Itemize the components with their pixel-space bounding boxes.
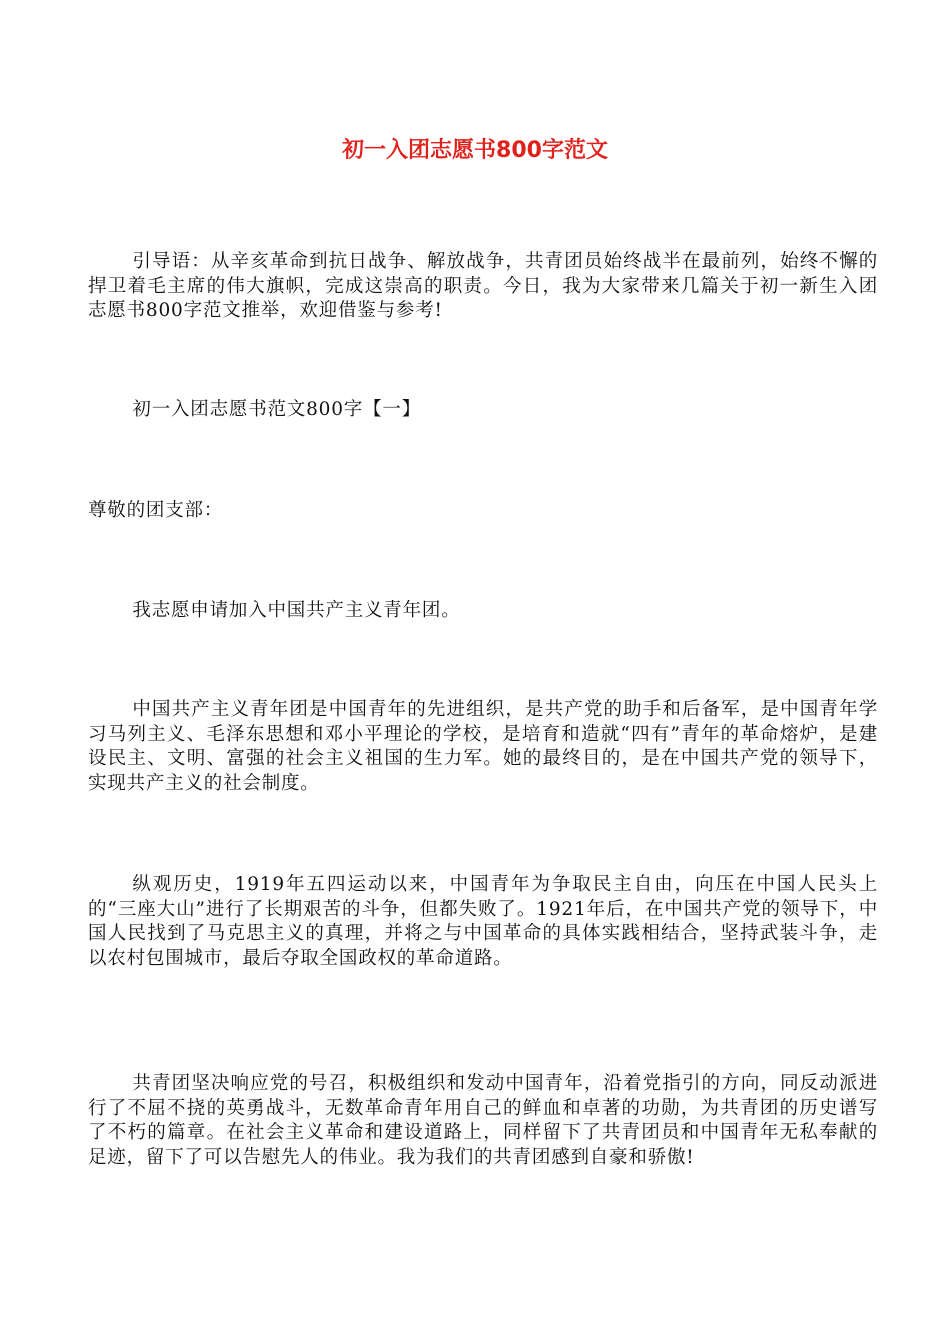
page-title: 初一入团志愿书800字范文 [342, 138, 608, 163]
league-description-paragraph: 中国共产主义青年团是中国青年的先进组织，是共产党的助手和后备军，是中国青年学习马列主义、毛泽东思想和邓小平理论的学校，是培育和造就“四有”青年的革命熔炉，是建设民主、文明、富强的社会主义祖国的生力军。她的最终目的，是在中国共产党的领导下，实现共产主义的社会制度。 [88, 699, 878, 794]
league-response-paragraph: 共青团坚决响应党的号召，积极组织和发动中国青年，沿着党指引的方向，同反动派进行了不屈不挠的英勇战斗，无数革命青年用自己的鲜血和卓著的功勋，为共青团的历史谱写了不朽的篇章。在社会主义革命和建设道路上，同样留下了共青团员和中国青年无私奉献的足迹，留下了可以告慰先人的伟业。我为我们的共青团感到自豪和骄傲! [88, 1073, 878, 1168]
section-heading: 初一入团志愿书范文800字【一】 [132, 399, 422, 420]
intro-paragraph: 引导语：从辛亥革命到抗日战争、解放战争，共青团员始终战半在最前列，始终不懈的捍卫着毛主席的伟大旗帜，完成这崇高的职责。今日，我为大家带来几篇关于初一新生入团志愿书800字范文推举，欢迎借鉴与参考! [88, 251, 878, 321]
history-paragraph: 纵观历史，1919年五四运动以来，中国青年为争取民主自由，向压在中国人民头上的“三座大山”进行了长期艰苦的斗争，但都失败了。1921年后，在中国共产党的领导下，中国人民找到了马克思主义的真理，并将之与中国革命的具体实践相结合，坚持武装斗争，走以农村包围城市，最后夺取全国政权的革命道路。 [88, 874, 878, 969]
application-statement: 我志愿申请加入中国共产主义青年团。 [132, 600, 461, 621]
salutation: 尊敬的团支部： [88, 500, 224, 521]
